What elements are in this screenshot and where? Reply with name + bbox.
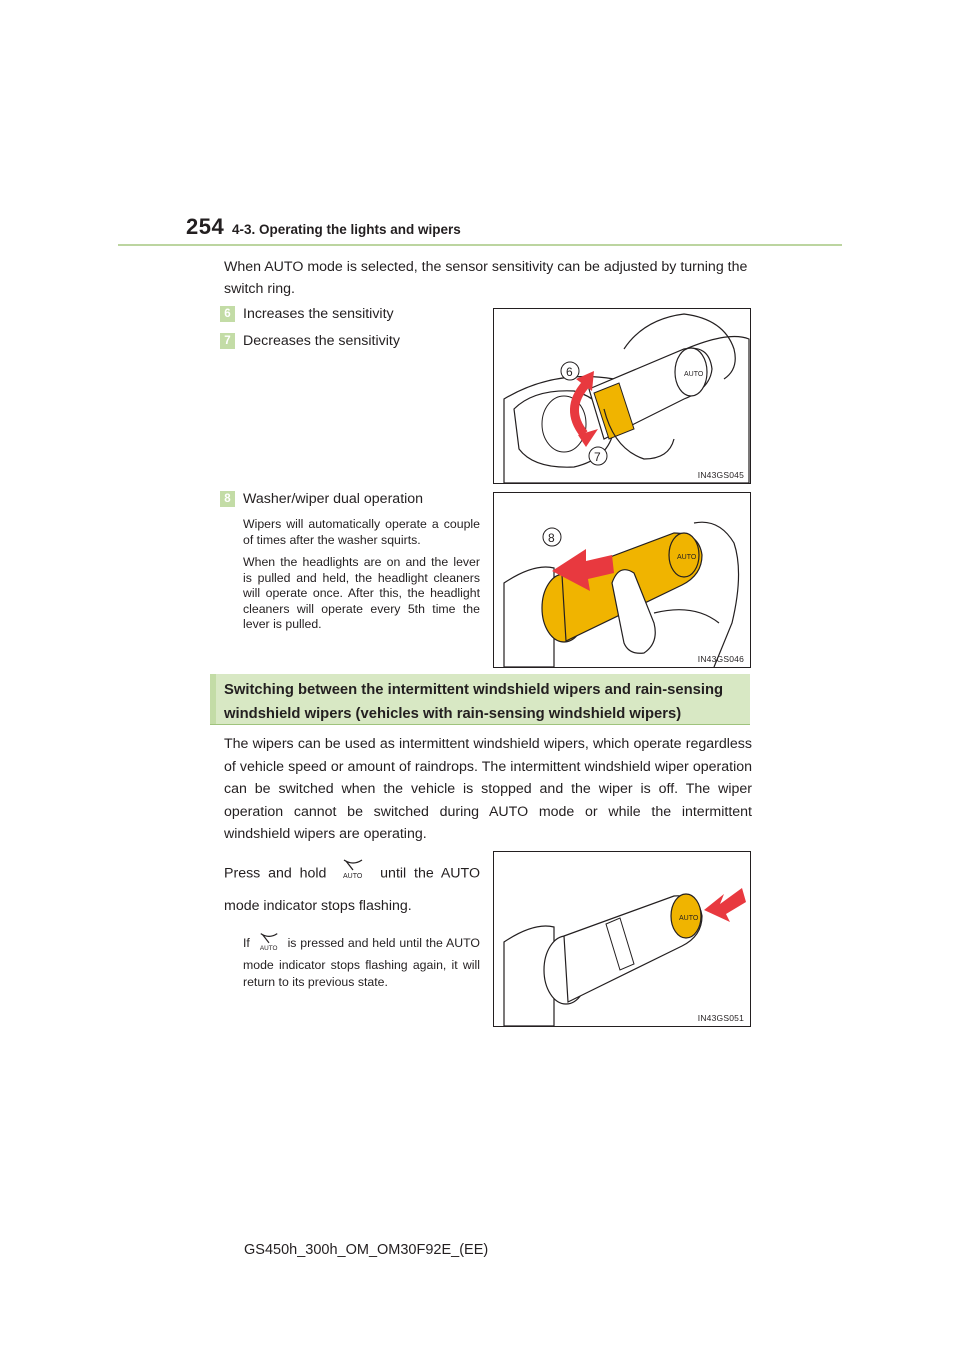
callout-7: 7 <box>594 450 601 464</box>
figure-auto-button <box>493 851 751 1027</box>
item-badge-7: 7 <box>220 333 235 349</box>
figure-code: IN43GS046 <box>697 654 744 664</box>
item-badge-8: 8 <box>220 491 235 507</box>
press-note <box>243 930 480 991</box>
wiper-auto-icon <box>257 930 281 957</box>
callout-8: 8 <box>548 531 555 545</box>
mode-switch-paragraph: The wipers can be used as intermittent windshield wipers, which operate regardless of vehicle speed or amount of raindrops. The intermittent windshield wiper operation can be switched when the vehicle is stopped and the wiper is off. The wiper operation cannot be switched during AUTO mode or while the intermittent windshield wipers are operating. <box>224 736 752 843</box>
section-heading <box>210 674 750 724</box>
header-rule <box>118 244 842 246</box>
lever-pull-illustration <box>494 493 750 667</box>
press-hold-instruction <box>224 856 480 921</box>
press-hold-before: Press and hold <box>224 865 327 882</box>
section-heading-line-2: windshield wipers (vehicles with rain-sensing windshield wipers) <box>224 706 682 722</box>
dual-note-2: When the headlights are on and the lever is pulled and held, the headlight cleaners will operate once. After this, the headlight cleaners will operate every 5th time the lever is pulled. <box>243 555 480 632</box>
figure-code: IN43GS045 <box>697 470 744 480</box>
item-text-6: Increases the sensitivity <box>243 306 394 322</box>
item-badge-6: 6 <box>220 306 235 322</box>
dual-note-1: Wipers will automatically operate a couple of times after the washer squirts. <box>243 517 480 547</box>
document-footer: GS450h_300h_OM_OM30F92E_(EE) <box>244 1242 489 1258</box>
press-note-before: If <box>243 935 250 950</box>
item-text-7: Decreases the sensitivity <box>243 333 400 349</box>
figure-washer-pull <box>493 492 751 668</box>
section-heading-rule <box>210 724 750 725</box>
wiper-auto-icon-label: AUTO <box>259 945 278 952</box>
section-heading-line-1: Switching between the intermittent windshield wipers and rain-sensing <box>224 682 724 698</box>
wiper-auto-icon-label: AUTO <box>343 873 363 880</box>
lever-label-text: AUTO <box>677 554 697 561</box>
callout-6: 6 <box>566 365 573 379</box>
item-text-8: Washer/wiper dual operation <box>243 491 424 507</box>
wiper-auto-icon <box>340 856 366 891</box>
lever-label-text: AUTO <box>679 915 699 922</box>
auto-button-illustration <box>494 852 750 1026</box>
lever-label-text: AUTO <box>684 371 704 378</box>
intro-text: When AUTO mode is selected, the sensor sensitivity can be adjusted by turning the switch ring. <box>224 259 748 297</box>
figure-sensitivity-ring <box>493 308 751 484</box>
page-number: 254 <box>186 214 225 239</box>
press-note-after: is pressed and held until the AUTO mode indicator stops flashing again, it will return to its previous state. <box>243 935 480 989</box>
figure-code: IN43GS051 <box>697 1013 744 1023</box>
section-title: 4-3. Operating the lights and wipers <box>232 222 461 237</box>
press-hold-after: until the AUTO mode indicator stops flashing. <box>224 865 480 914</box>
lever-ring-illustration <box>494 309 750 483</box>
